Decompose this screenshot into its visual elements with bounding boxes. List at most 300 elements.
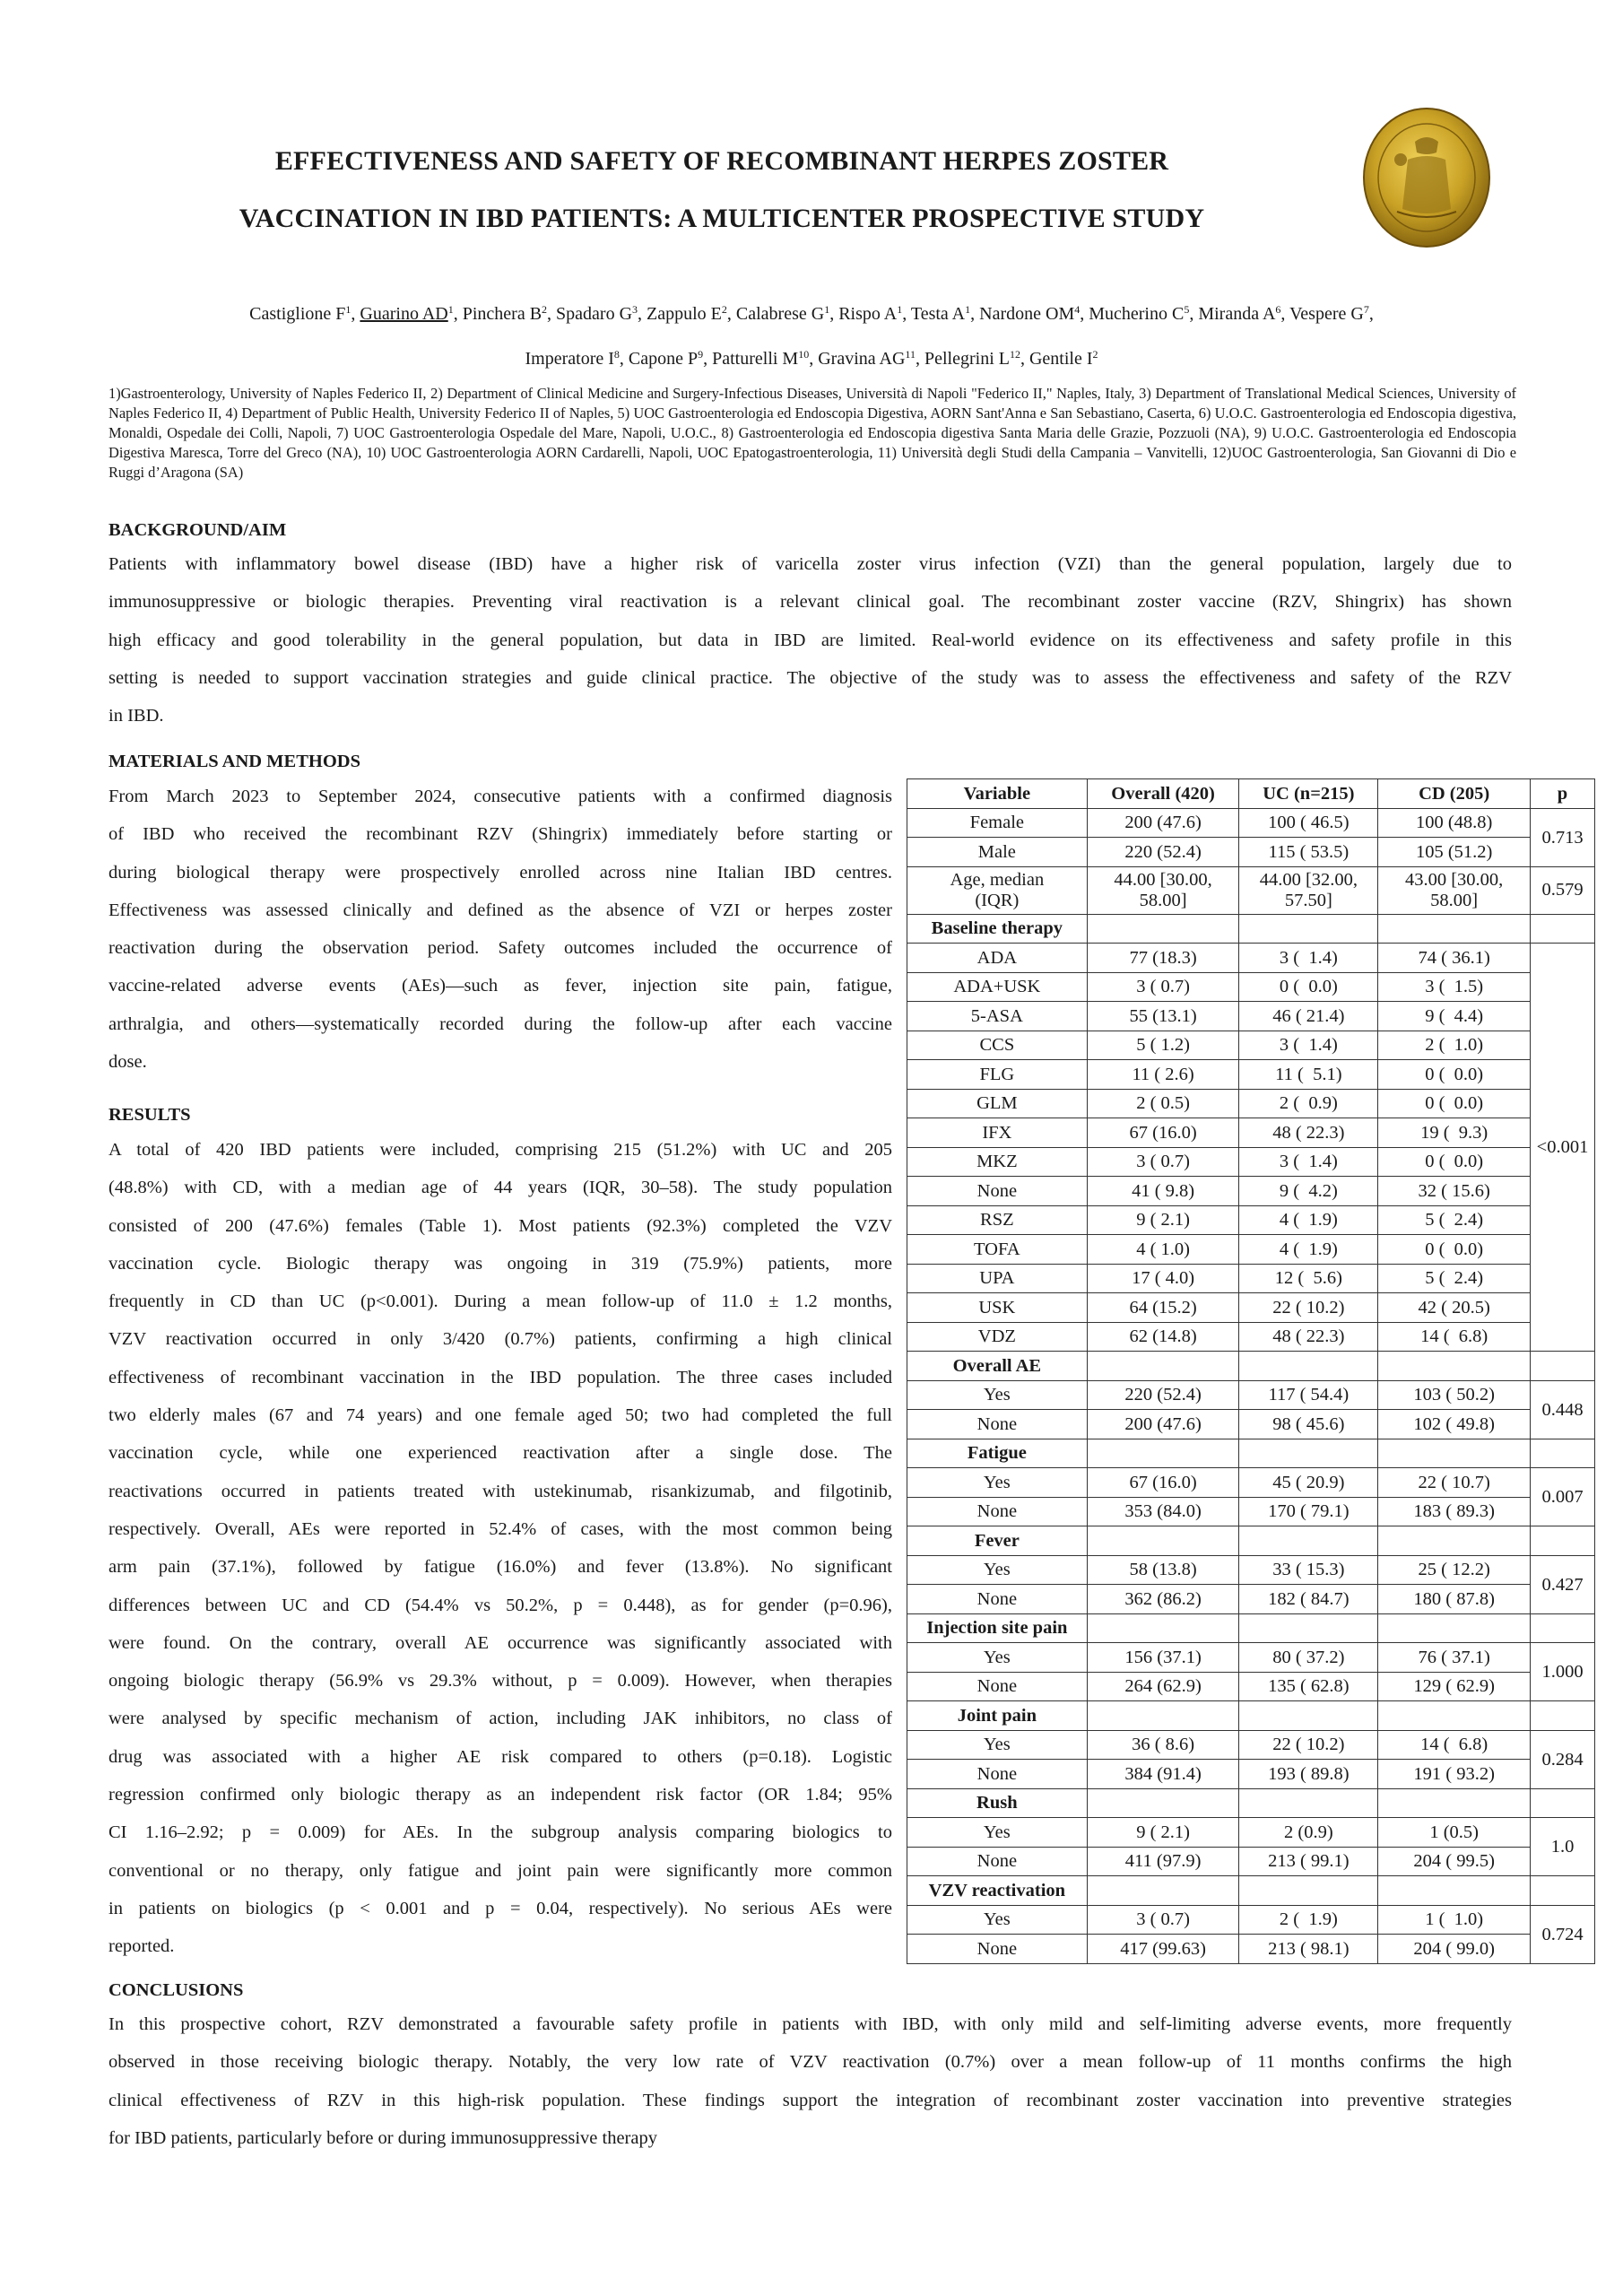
- p-value: 0.284: [1531, 1730, 1595, 1788]
- row-label: Age, median (IQR): [907, 866, 1088, 914]
- p-value: <0.001: [1531, 944, 1595, 1352]
- row-label: None: [907, 1760, 1088, 1789]
- conclusions-text: [108, 2005, 1512, 2157]
- group-label: Fever: [907, 1526, 1088, 1556]
- author: Calabrese G: [735, 304, 825, 324]
- table-cell: 5 ( 2.4): [1378, 1264, 1531, 1293]
- author-affiliation-number: 5: [1184, 303, 1190, 316]
- table-cell: 3 ( 0.7): [1087, 1905, 1239, 1935]
- table-cell: 44.00 [32.00, 57.50]: [1239, 866, 1378, 914]
- table-cell: [1087, 1876, 1239, 1906]
- row-label: Yes: [907, 1818, 1088, 1848]
- table-cell: 11 ( 5.1): [1239, 1060, 1378, 1090]
- table-cell: 204 ( 99.5): [1378, 1847, 1531, 1876]
- table-group-row: [907, 1788, 1595, 1818]
- conclusions-line: for IBD patients, particularly before or during immunosuppressive therapy: [108, 2127, 657, 2148]
- table-row: [907, 1060, 1595, 1090]
- table-cell: [1378, 914, 1531, 944]
- title-line-2: VACCINATION IN IBD PATIENTS: A MULTICENTER PROSPECTIVE STUDY: [239, 204, 1205, 233]
- methods-heading: MATERIALS AND METHODS: [108, 752, 360, 771]
- results-line: (48.8%) with CD, with a median age of 44 years (IQR, 30–58). The study population: [108, 1178, 892, 1198]
- author: Rispo A: [838, 304, 898, 324]
- results-line: arm pain (37.1%), followed by fatigue (16.0%) and fever (13.8%). No significant: [108, 1557, 892, 1578]
- table-row: [907, 1380, 1595, 1410]
- group-label: Baseline therapy: [907, 914, 1088, 944]
- author: Castiglione F: [249, 304, 346, 324]
- table-cell: 14 ( 6.8): [1378, 1322, 1531, 1352]
- table-row: [907, 1177, 1595, 1206]
- table-row: [907, 972, 1595, 1002]
- p-value: 0.724: [1531, 1905, 1595, 1963]
- table-row: [907, 1468, 1595, 1498]
- table-row: [907, 1147, 1595, 1177]
- col-header-variable: Variable: [907, 779, 1088, 809]
- table-cell: 204 ( 99.0): [1378, 1935, 1531, 1964]
- table-cell: 17 ( 4.0): [1087, 1264, 1239, 1293]
- table-cell: 3 ( 1.4): [1239, 944, 1378, 973]
- results-line: reported.: [108, 1936, 175, 1957]
- table-cell: 45 ( 20.9): [1239, 1468, 1378, 1498]
- results-line: ongoing biologic therapy (56.9% vs 29.3% without, p = 0.009). However, when therapies: [108, 1671, 892, 1692]
- author: Capone P: [628, 349, 699, 369]
- table-cell: 19 ( 9.3): [1378, 1118, 1531, 1148]
- table-cell: 180 ( 87.8): [1378, 1585, 1531, 1614]
- table-cell: 44.00 [30.00, 58.00]: [1087, 866, 1239, 914]
- table-cell: 2 (0.9): [1239, 1818, 1378, 1848]
- results-line: consisted of 200 (47.6%) females (Table 1). Most patients (92.3%) completed the VZV: [108, 1215, 892, 1236]
- methods-line: dose.: [108, 1052, 147, 1073]
- table-cell: 12 ( 5.6): [1239, 1264, 1378, 1293]
- table-cell: 5 ( 1.2): [1087, 1031, 1239, 1060]
- table-cell: [1531, 1352, 1595, 1381]
- author-affiliation-number: 1: [447, 303, 454, 316]
- author: Spadaro G: [556, 304, 633, 324]
- results-heading: RESULTS: [108, 1105, 191, 1125]
- table-cell: 3 ( 0.7): [1087, 972, 1239, 1002]
- author: Zappulo E: [647, 304, 722, 324]
- table-cell: 1 ( 1.0): [1378, 1905, 1531, 1935]
- table-cell: [1531, 1613, 1595, 1643]
- table-row: [907, 1730, 1595, 1760]
- table-cell: 0 ( 0.0): [1378, 1147, 1531, 1177]
- table-group-row: [907, 1613, 1595, 1643]
- table-cell: 384 (91.4): [1087, 1760, 1239, 1789]
- p-value: 0.427: [1531, 1555, 1595, 1613]
- p-value: 0.579: [1531, 866, 1595, 914]
- results-line: regression confirmed only biologic therapy as an independent risk factor (OR 1.84; 95%: [108, 1785, 892, 1805]
- table-cell: 25 ( 12.2): [1378, 1555, 1531, 1585]
- author-affiliation-number: 1: [345, 303, 352, 316]
- methods-line: during biological therapy were prospectively enrolled across nine Italian IBD centres.: [108, 862, 892, 883]
- table-cell: 220 (52.4): [1087, 1380, 1239, 1410]
- results-line: effectiveness of recombinant vaccination in the IBD population. The three cases included: [108, 1367, 892, 1387]
- table-cell: 76 ( 37.1): [1378, 1643, 1531, 1673]
- table-cell: 183 ( 89.3): [1378, 1497, 1531, 1526]
- table-cell: [1239, 1439, 1378, 1468]
- table-cell: 4 ( 1.9): [1239, 1235, 1378, 1265]
- author: Gentile I: [1028, 349, 1093, 369]
- results-line: drug was associated with a higher AE risk compared to others (p=0.18). Logistic: [108, 1746, 892, 1767]
- row-label: None: [907, 1935, 1088, 1964]
- methods-text: [108, 778, 892, 1081]
- table-cell: [1087, 1352, 1239, 1381]
- author-affiliation-number: 10: [798, 348, 810, 361]
- row-label: None: [907, 1672, 1088, 1701]
- author: Testa A: [910, 304, 966, 324]
- table-cell: 200 (47.6): [1087, 1410, 1239, 1439]
- table-cell: 170 ( 79.1): [1239, 1497, 1378, 1526]
- author: Patturelli M: [712, 349, 799, 369]
- table-row: [907, 1089, 1595, 1118]
- table-group-row: [907, 1876, 1595, 1906]
- author-affiliation-number: 8: [613, 348, 620, 361]
- row-label: None: [907, 1177, 1088, 1206]
- author-list: [99, 291, 1524, 381]
- conclusions-line: In this prospective cohort, RZV demonstrated a favourable safety profile in patients with IBD, with only mild and self-limiting adverse events, more frequently: [108, 2014, 1512, 2034]
- row-label: Female: [907, 808, 1088, 838]
- group-label: Fatigue: [907, 1439, 1088, 1468]
- table-cell: 9 ( 2.1): [1087, 1205, 1239, 1235]
- table-cell: 213 ( 99.1): [1239, 1847, 1378, 1876]
- results-line: CI 1.16–2.92; p = 0.009) for AEs. In the subgroup analysis comparing biologics to: [108, 1822, 892, 1843]
- author-affiliation-number: 1: [824, 303, 830, 316]
- results-line: A total of 420 IBD patients were included, comprising 215 (51.2%) with UC and 205: [108, 1140, 892, 1160]
- table-row: [907, 1760, 1595, 1789]
- col-header-cd: CD (205): [1378, 779, 1531, 809]
- table-cell: 42 ( 20.5): [1378, 1293, 1531, 1323]
- table-cell: 62 (14.8): [1087, 1322, 1239, 1352]
- author: Guarino AD: [360, 304, 448, 324]
- background-heading: BACKGROUND/AIM: [108, 520, 287, 540]
- author-affiliation-number: 9: [698, 348, 704, 361]
- row-label: None: [907, 1497, 1088, 1526]
- affiliations: 1)Gastroenterology, University of Naples Federico II, 2) Department of Clinical Medicine and Surgery-Infectious Diseases, Università di Napoli "Federico II," Naples, Italy, 3) Department of Translational Medical Sciences, University of Naples Federico II, 4) Department of Public Health, University Federico II of Naples, 5) UOC Gastroenterologia ed Endoscopia Digestiva, AORN Sant'Anna e San Sebastiano, Caserta, 6) U.O.C. Gastroenterologia ed Endoscopia digestiva, Monaldi, Ospedale dei Colli, Napoli, 7) UOC Gastroenterologia Ospedale del Mare, Napoli, U.O.C., 8) Gastroenterologia ed Endoscopia digestiva Santa Maria delle Grazie, Pozzuoli (NA), 9) U.O.C. Gastroenterologia ed Endoscopia Digestiva Maresca, Torre del Greco (NA), 10) UOC Gastroenterologia AORN Cardarelli, Napoli, UOC Epatogastroenterologia, 11) Università degli Studi della Campania – Vanvitelli, 12)UOC Gastroenterologia, San Giovanni di Dio e Ruggi d’Aragona (SA): [108, 385, 1516, 481]
- table-row: [907, 1205, 1595, 1235]
- table-cell: 98 ( 45.6): [1239, 1410, 1378, 1439]
- table-cell: 33 ( 15.3): [1239, 1555, 1378, 1585]
- row-label: 5-ASA: [907, 1002, 1088, 1031]
- conclusions-line: clinical effectiveness of RZV in this high-risk population. These findings support the integration of recombinant zoster vaccination into preventive strategies: [108, 2090, 1512, 2110]
- table-cell: 0 ( 0.0): [1378, 1060, 1531, 1090]
- author: Nardone OM: [979, 304, 1075, 324]
- col-header-p: p: [1531, 779, 1595, 809]
- author-affiliation-number: 12: [1009, 348, 1020, 361]
- row-label: UPA: [907, 1264, 1088, 1293]
- table-cell: [1239, 914, 1378, 944]
- table-row: [907, 1410, 1595, 1439]
- results-line: vaccination cycle. Biologic therapy was ongoing in 319 (75.9%) patients, more: [108, 1253, 892, 1274]
- author-affiliation-number: 1: [965, 303, 971, 316]
- table-cell: [1239, 1352, 1378, 1381]
- row-label: MKZ: [907, 1147, 1088, 1177]
- table-cell: [1378, 1439, 1531, 1468]
- table-cell: [1531, 1876, 1595, 1906]
- table-cell: [1378, 1876, 1531, 1906]
- author: Mucherino C: [1089, 304, 1185, 324]
- p-value: 1.0: [1531, 1818, 1595, 1876]
- results-line: frequently in CD than UC (p<0.001). During a mean follow-up of 11.0 ± 1.2 months,: [108, 1292, 892, 1312]
- table-cell: [1531, 914, 1595, 944]
- table-cell: 156 (37.1): [1087, 1643, 1239, 1673]
- table-row: [907, 1935, 1595, 1964]
- row-label: None: [907, 1847, 1088, 1876]
- table-row: [907, 1905, 1595, 1935]
- table-cell: 58 (13.8): [1087, 1555, 1239, 1585]
- table-cell: 67 (16.0): [1087, 1118, 1239, 1148]
- table-row: [907, 1264, 1595, 1293]
- table-row: [907, 1002, 1595, 1031]
- table-cell: 48 ( 22.3): [1239, 1322, 1378, 1352]
- table-cell: [1087, 914, 1239, 944]
- table-cell: 36 ( 8.6): [1087, 1730, 1239, 1760]
- author-affiliation-number: 4: [1074, 303, 1081, 316]
- background-line: high efficacy and good tolerability in the general population, but data in IBD are limited. Real-world evidence on its effectiveness and safety profile in this: [108, 630, 1512, 650]
- table-row: [907, 838, 1595, 867]
- results-line: were analysed by specific mechanism of action, including JAK inhibitors, no class of: [108, 1709, 892, 1729]
- table-group-row: [907, 1439, 1595, 1468]
- author-affiliation-number: 1: [897, 303, 903, 316]
- table-cell: [1239, 1526, 1378, 1556]
- table-cell: 3 ( 1.5): [1378, 972, 1531, 1002]
- table-row: [907, 1293, 1595, 1323]
- background-line: Patients with inflammatory bowel disease (IBD) have a higher risk of varicella zoster virus infection (VZI) than the general population, largely due to: [108, 554, 1512, 574]
- results-line: differences between UC and CD (54.4% vs 50.2%, p = 0.448), as for gender (p=0.96),: [108, 1595, 892, 1615]
- author-affiliation-number: 2: [721, 303, 727, 316]
- table-cell: 200 (47.6): [1087, 808, 1239, 838]
- p-value: 1.000: [1531, 1643, 1595, 1701]
- table-cell: [1087, 1526, 1239, 1556]
- row-label: USK: [907, 1293, 1088, 1323]
- table-cell: 1 (0.5): [1378, 1818, 1531, 1848]
- table-row: [907, 1031, 1595, 1060]
- author: Imperatore I: [525, 349, 614, 369]
- table-row: [907, 1322, 1595, 1352]
- table-row: [907, 944, 1595, 973]
- conclusions-heading: CONCLUSIONS: [108, 1980, 244, 2000]
- table-cell: [1378, 1613, 1531, 1643]
- results-line: in patients on biologics (p < 0.001 and p = 0.04, respectively). No serious AEs were: [108, 1898, 892, 1918]
- col-header-uc: UC (n=215): [1239, 779, 1378, 809]
- results-line: two elderly males (67 and 74 years) and one female aged 50; two had completed the full: [108, 1405, 892, 1426]
- table-cell: 2 ( 0.5): [1087, 1089, 1239, 1118]
- table-cell: 115 ( 53.5): [1239, 838, 1378, 867]
- row-label: ADA+USK: [907, 972, 1088, 1002]
- results-text: [108, 1131, 892, 1966]
- table-cell: 100 (48.8): [1378, 808, 1531, 838]
- table-row: [907, 1643, 1595, 1673]
- table-cell: [1087, 1613, 1239, 1643]
- table-cell: [1087, 1439, 1239, 1468]
- table-cell: 0 ( 0.0): [1378, 1089, 1531, 1118]
- table-cell: 2 ( 1.9): [1239, 1905, 1378, 1935]
- table-cell: [1378, 1701, 1531, 1731]
- table-group-row: [907, 1526, 1595, 1556]
- table-row: [907, 1672, 1595, 1701]
- author-affiliation-number: 7: [1363, 303, 1369, 316]
- table-cell: 14 ( 6.8): [1378, 1730, 1531, 1760]
- table-cell: 80 ( 37.2): [1239, 1643, 1378, 1673]
- table-cell: 362 (86.2): [1087, 1585, 1239, 1614]
- table-cell: 353 (84.0): [1087, 1497, 1239, 1526]
- author: Vespere G: [1289, 304, 1364, 324]
- conclusions-line: observed in those receiving biologic therapy. Notably, the very low rate of VZV reactivation (0.7%) over a mean follow-up of 11 months confirms the high: [108, 2052, 1512, 2073]
- table-cell: 0 ( 0.0): [1378, 1235, 1531, 1265]
- table-cell: 182 ( 84.7): [1239, 1585, 1378, 1614]
- author-affiliation-number: 6: [1275, 303, 1281, 316]
- table-cell: 105 (51.2): [1378, 838, 1531, 867]
- table-cell: [1531, 1526, 1595, 1556]
- author: Gravina AG: [818, 349, 906, 369]
- results-line: vaccination cycle, while one experienced reactivation after a single dose. The: [108, 1443, 892, 1464]
- row-label: ADA: [907, 944, 1088, 973]
- table-row: [907, 1235, 1595, 1265]
- row-label: None: [907, 1585, 1088, 1614]
- author-affiliation-number: 2: [542, 303, 548, 316]
- table-row: [907, 1497, 1595, 1526]
- table-cell: [1378, 1352, 1531, 1381]
- table-cell: [1239, 1788, 1378, 1818]
- table-cell: 2 ( 0.9): [1239, 1089, 1378, 1118]
- table-cell: 64 (15.2): [1087, 1293, 1239, 1323]
- group-label: Joint pain: [907, 1701, 1088, 1731]
- author: Pellegrini L: [924, 349, 1010, 369]
- table-cell: 9 ( 4.4): [1378, 1002, 1531, 1031]
- table-cell: 9 ( 2.1): [1087, 1818, 1239, 1848]
- table-cell: 3 ( 1.4): [1239, 1031, 1378, 1060]
- table-header-row: [907, 779, 1595, 809]
- table-group-row: [907, 914, 1595, 944]
- table-cell: 213 ( 98.1): [1239, 1935, 1378, 1964]
- author-affiliation-number: 3: [632, 303, 638, 316]
- table-cell: 103 ( 50.2): [1378, 1380, 1531, 1410]
- table-cell: 46 ( 21.4): [1239, 1002, 1378, 1031]
- results-line: respectively. Overall, AEs were reported in 52.4% of cases, with the most common being: [108, 1518, 892, 1539]
- table-cell: 135 ( 62.8): [1239, 1672, 1378, 1701]
- table-row: [907, 1555, 1595, 1585]
- table-row: [907, 808, 1595, 838]
- table-cell: 2 ( 1.0): [1378, 1031, 1531, 1060]
- table-cell: 55 (13.1): [1087, 1002, 1239, 1031]
- background-line: in IBD.: [108, 706, 164, 726]
- table-cell: [1378, 1788, 1531, 1818]
- table-cell: 5 ( 2.4): [1378, 1205, 1531, 1235]
- table-cell: 4 ( 1.0): [1087, 1235, 1239, 1265]
- university-seal-icon: [1361, 106, 1492, 249]
- background-line: immunosuppressive or biologic therapies. Preventing viral reactivation is a relevant clinical goal. The recombinant zoster vaccine (RZV, Shingrix) has shown: [108, 592, 1512, 613]
- row-label: IFX: [907, 1118, 1088, 1148]
- table-cell: 11 ( 2.6): [1087, 1060, 1239, 1090]
- author: Miranda A: [1198, 304, 1276, 324]
- p-value: 0.448: [1531, 1380, 1595, 1439]
- methods-line: arthralgia, and others—systematically recorded during the follow-up after each vaccine: [108, 1013, 892, 1034]
- table-cell: 22 ( 10.7): [1378, 1468, 1531, 1498]
- table-group-row: [907, 1701, 1595, 1731]
- table-cell: 102 ( 49.8): [1378, 1410, 1531, 1439]
- background-text: [108, 545, 1512, 735]
- p-value: 0.713: [1531, 808, 1595, 866]
- table-cell: 411 (97.9): [1087, 1847, 1239, 1876]
- table-cell: 100 ( 46.5): [1239, 808, 1378, 838]
- p-value: 0.007: [1531, 1468, 1595, 1526]
- row-label: VDZ: [907, 1322, 1088, 1352]
- author: Pinchera B: [462, 304, 542, 324]
- author-affiliation-number: 2: [1092, 348, 1098, 361]
- table-cell: [1239, 1701, 1378, 1731]
- table-cell: 3 ( 1.4): [1239, 1147, 1378, 1177]
- methods-line: vaccine-related adverse events (AEs)—such as fever, injection site pain, fatigue,: [108, 976, 892, 996]
- results-line: reactivations occurred in patients treated with ustekinumab, risankizumab, and filgotinib,: [108, 1481, 892, 1501]
- group-label: Overall AE: [907, 1352, 1088, 1381]
- table-cell: 9 ( 4.2): [1239, 1177, 1378, 1206]
- table-cell: 0 ( 0.0): [1239, 972, 1378, 1002]
- group-label: Injection site pain: [907, 1613, 1088, 1643]
- author-line-1: Castiglione $F^1$, Guarino $AD^1$, Pinchera $B^2$, Spadaro $G^3$, Zappulo $E^2$, Calabrese $G^1$, Rispo $A^1$, Testa $A^1$, Nardone $OM^4$, Mucherino $C^5$, Miranda $A^6$, Vespere $G^7$,: [249, 303, 1374, 324]
- table-cell: [1531, 1439, 1595, 1468]
- methods-line: From March 2023 to September 2024, consecutive patients with a confirmed diagnosis: [108, 787, 892, 806]
- row-label: RSZ: [907, 1205, 1088, 1235]
- row-label: Yes: [907, 1555, 1088, 1585]
- table-cell: 117 ( 54.4): [1239, 1380, 1378, 1410]
- author-line-2: Imperatore $I^8$, Capone $P^9$, Patturelli $M^{10}$, Gravina AG$^{11}$, Pellegrini $L^{12}$, Gentile $I^2$: [525, 348, 1098, 369]
- results-line: were found. On the contrary, overall AE occurrence was significantly associated with: [108, 1632, 892, 1653]
- table-cell: 22 ( 10.2): [1239, 1293, 1378, 1323]
- author-affiliation-number: 11: [905, 348, 916, 361]
- table-cell: 67 (16.0): [1087, 1468, 1239, 1498]
- row-label: Yes: [907, 1380, 1088, 1410]
- table-row: [907, 1847, 1595, 1876]
- background-line: setting is needed to support vaccination strategies and guide clinical practice. The objective of the study was to assess the effectiveness and safety of the RZV: [108, 667, 1512, 688]
- table-row: [907, 866, 1595, 914]
- methods-line: of IBD who received the recombinant RZV (Shingrix) immediately before starting or: [108, 824, 892, 845]
- row-label: Male: [907, 838, 1088, 867]
- table-cell: 41 ( 9.8): [1087, 1177, 1239, 1206]
- table-cell: [1531, 1701, 1595, 1731]
- table-cell: 48 ( 22.3): [1239, 1118, 1378, 1148]
- table-cell: 32 ( 15.6): [1378, 1177, 1531, 1206]
- table-row: [907, 1585, 1595, 1614]
- col-header-overall: Overall (420): [1087, 779, 1239, 809]
- table-row: [907, 1118, 1595, 1148]
- table-cell: 74 ( 36.1): [1378, 944, 1531, 973]
- table-cell: 3 ( 0.7): [1087, 1147, 1239, 1177]
- row-label: Yes: [907, 1643, 1088, 1673]
- group-label: VZV reactivation: [907, 1876, 1088, 1906]
- methods-line: Effectiveness was assessed clinically and defined as the absence of VZI or herpes zoster: [108, 900, 892, 920]
- table-cell: [1378, 1526, 1531, 1556]
- table-cell: [1087, 1788, 1239, 1818]
- table-cell: 193 ( 89.8): [1239, 1760, 1378, 1789]
- table-cell: 191 ( 93.2): [1378, 1760, 1531, 1789]
- table-cell: 77 (18.3): [1087, 944, 1239, 973]
- row-label: TOFA: [907, 1235, 1088, 1265]
- table-cell: 417 (99.63): [1087, 1935, 1239, 1964]
- table-1: [907, 778, 1595, 1964]
- results-line: VZV reactivation occurred in only 3/420 (0.7%) patients, confirming a high clinical: [108, 1329, 892, 1350]
- table-cell: 264 (62.9): [1087, 1672, 1239, 1701]
- row-label: Yes: [907, 1730, 1088, 1760]
- methods-line: reactivation during the observation period. Safety outcomes included the occurrence of: [108, 938, 892, 959]
- row-label: None: [907, 1410, 1088, 1439]
- table-cell: 129 ( 62.9): [1378, 1672, 1531, 1701]
- results-line: conventional or no therapy, only fatigue and joint pain were significantly more common: [108, 1860, 892, 1881]
- row-label: Yes: [907, 1468, 1088, 1498]
- row-label: CCS: [907, 1031, 1088, 1060]
- table-cell: 220 (52.4): [1087, 838, 1239, 867]
- table-cell: [1239, 1613, 1378, 1643]
- poster-title: [117, 133, 1327, 248]
- title-line-1: EFFECTIVENESS AND SAFETY OF RECOMBINANT HERPES ZOSTER: [274, 146, 1169, 176]
- table-cell: 22 ( 10.2): [1239, 1730, 1378, 1760]
